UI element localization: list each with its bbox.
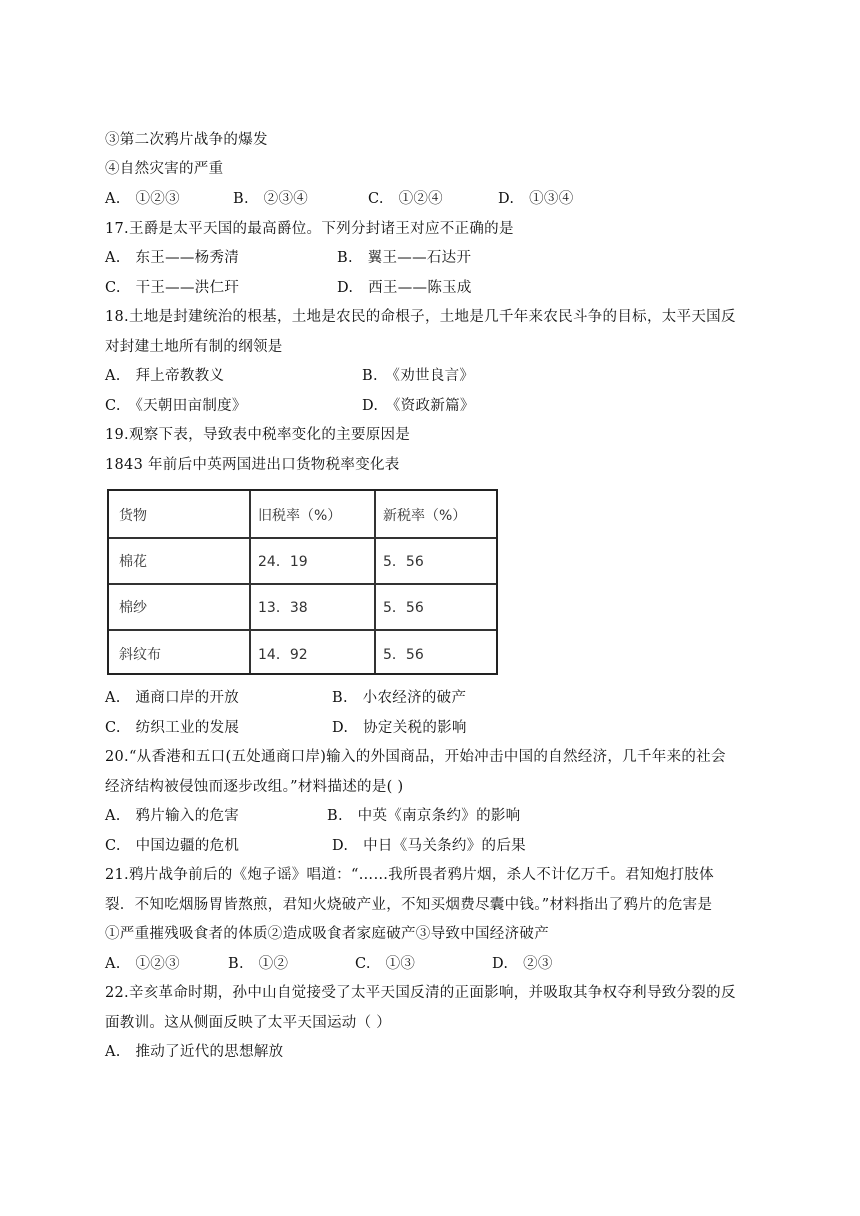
q18-option-b: B. 《劝世良言》 (362, 368, 475, 384)
q16-option-c: C. ①②④ (368, 191, 443, 207)
q20-stem-line-1: 20.“从香港和五口(五处通商口岸)输入的外国商品，开始冲击中国的自然经济，几千年来的社会 (105, 749, 726, 765)
q21-stem-line-2: 裂．不知吃烟肠胃皆熬煎，君知火烧破产业，不知买烟费尽囊中钱。”材料指出了鸦片的危害是 (105, 897, 713, 913)
q19-stem: 19.观察下表，导致表中税率变化的主要原因是 (105, 427, 411, 443)
q19-option-d: D. 协定关税的影响 (332, 720, 467, 736)
q17-option-b: B. 翼王——石达开 (337, 250, 472, 266)
q19-option-b: B. 小农经济的破产 (332, 690, 467, 706)
q20-option-c: C. 中国边疆的危机 (105, 838, 240, 854)
q21-option-d: D. ②③ (492, 956, 553, 972)
q16-statement-4: ④自然灾害的严重 (105, 161, 224, 177)
table-cell-old-rate: 13．38 (258, 600, 308, 616)
q18-option-a: A. 拜上帝教教义 (105, 368, 225, 384)
table-row-divider (109, 583, 496, 585)
table-cell-goods: 棉纱 (119, 600, 147, 616)
q18-option-d: D. 《资政新篇》 (362, 398, 475, 414)
table-cell-goods: 棉花 (119, 554, 147, 570)
q16-option-a: A. ①②③ (105, 191, 180, 207)
q20-option-d: D. 中日《马关条约》的后果 (332, 838, 526, 854)
q20-stem-line-2: 经济结构被侵蚀而逐步改组。”材料描述的是( ) (105, 779, 404, 795)
q21-option-c: C. ①③ (355, 956, 416, 972)
q16-option-b: B. ②③④ (233, 191, 309, 207)
q16-option-d: D. ①③④ (498, 191, 574, 207)
q21-option-b: B. ①② (228, 956, 289, 972)
table-cell-new-rate: 5．56 (383, 554, 424, 570)
tax-rate-table (107, 489, 498, 675)
q17-stem: 17.王爵是太平天国的最高爵位。下列分封诸王对应不正确的是 (105, 221, 514, 237)
q19-table-caption: 1843 年前后中英两国进出口货物税率变化表 (105, 457, 400, 473)
q20-option-a: A. 鸦片输入的危害 (105, 808, 240, 824)
q22-stem-line-1: 22.辛亥革命时期，孙中山自觉接受了太平天国反清的正面影响，并吸取其争权夺利导致分裂的反 (105, 985, 736, 1001)
table-cell-old-rate: 24．19 (258, 554, 308, 570)
q22-stem-line-2: 面教训。这从侧面反映了太平天国运动（ ） (105, 1015, 392, 1031)
q18-option-c: C. 《天朝田亩制度》 (105, 398, 247, 414)
table-cell-old-rate: 14．92 (258, 647, 308, 663)
table-cell-new-rate: 5．56 (383, 647, 424, 663)
table-header-goods: 货物 (119, 508, 147, 524)
table-header-new-rate: 新税率（%） (383, 508, 467, 524)
table-cell-new-rate: 5．56 (383, 600, 424, 616)
q21-stem-line-1: 21.鸦片战争前后的《炮子谣》唱道：“……我所畏者鸦片烟，杀人不计亿万千。君知炮打肢体 (105, 867, 714, 883)
q20-option-b: B. 中英《南京条约》的影响 (327, 808, 521, 824)
q18-stem-line-2: 对封建土地所有制的纲领是 (105, 339, 283, 355)
q16-statement-3: ③第二次鸦片战争的爆发 (105, 132, 268, 148)
q21-statements: ①严重摧残吸食者的体质②造成吸食者家庭破产③导致中国经济破产 (105, 926, 549, 942)
q19-option-c: C. 纺织工业的发展 (105, 720, 240, 736)
table-row-divider (109, 537, 496, 539)
table-column-divider (249, 491, 251, 673)
table-header-old-rate: 旧税率（%） (258, 508, 342, 524)
q17-option-c: C. 干王——洪仁玕 (105, 280, 240, 296)
q19-option-a: A. 通商口岸的开放 (105, 690, 240, 706)
q21-option-a: A. ①②③ (105, 956, 180, 972)
q22-option-a: A. 推动了近代的思想解放 (105, 1044, 284, 1060)
q17-option-d: D. 西王——陈玉成 (337, 280, 472, 296)
q17-option-a: A. 东王——杨秀清 (105, 250, 240, 266)
table-cell-goods: 斜纹布 (119, 647, 161, 663)
table-row-divider (109, 629, 496, 631)
table-column-divider (374, 491, 376, 673)
q18-stem-line-1: 18.土地是封建统治的根基，土地是农民的命根子，土地是几千年来农民斗争的目标，太平天国反 (105, 309, 736, 325)
